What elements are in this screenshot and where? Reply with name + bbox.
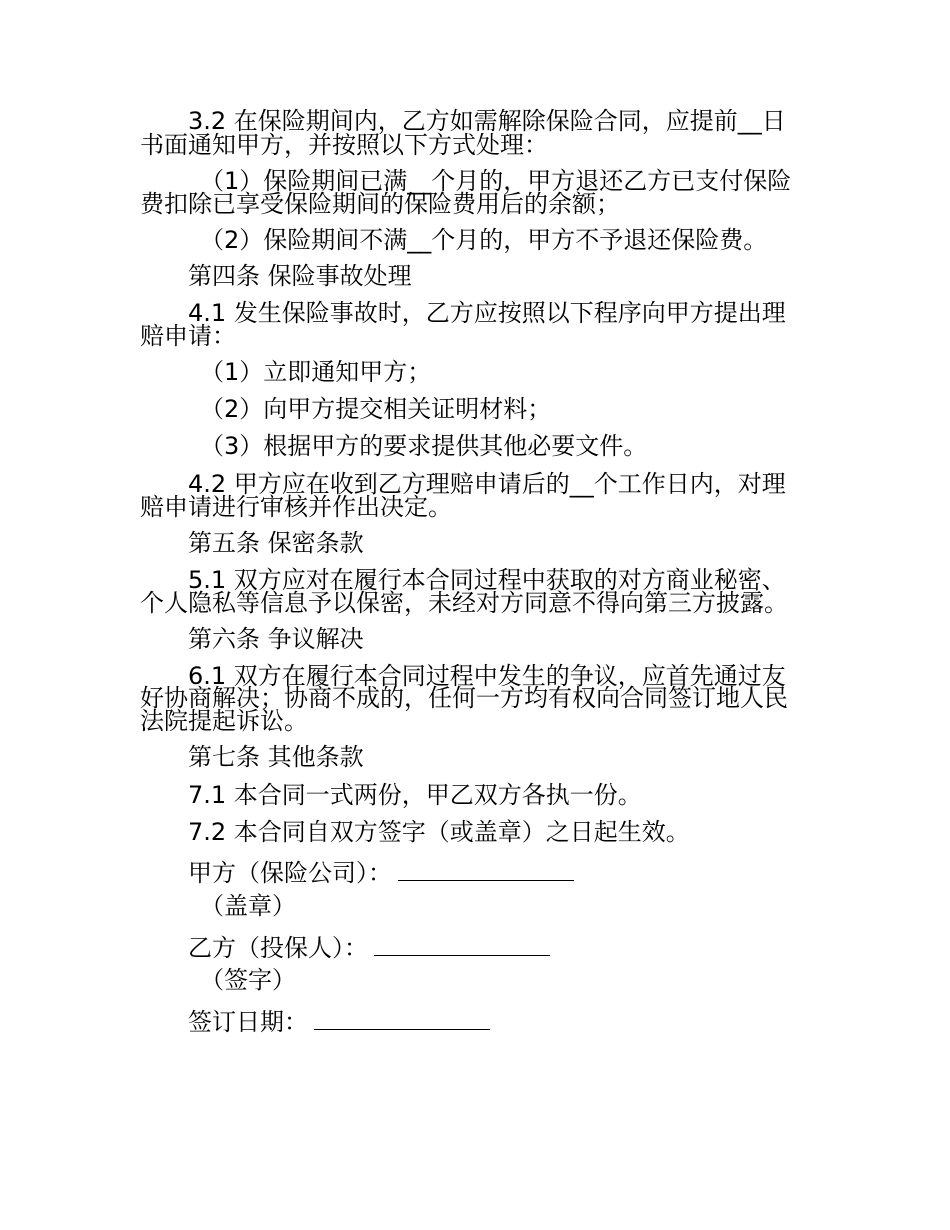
article-7-heading: 第七条 其他条款 — [188, 743, 364, 771]
clause-4-2-line-1: 4.2 甲方应在收到乙方理赔申请后的__个工作日内，对理 — [188, 470, 786, 498]
clause-5-1-line-2: 个人隐私等信息予以保密，未经对方同意不得向第三方披露。 — [140, 589, 788, 617]
party-a-signature-row — [188, 856, 574, 886]
clause-3-2-line-2: 书面通知甲方，并按照以下方式处理： — [140, 131, 548, 159]
clause-4-1-line-1: 4.1 发生保险事故时，乙方应按照以下程序向甲方提出理 — [188, 299, 786, 327]
party-b-label: 乙方（投保人）： — [188, 934, 368, 962]
clause-6-1-line-2: 好协商解决；协商不成的，任何一方均有权向合同签订地人民 — [140, 684, 788, 712]
clause-4-2-line-2: 赔申请进行审核并作出决定。 — [140, 493, 452, 521]
party-b-signature-line[interactable] — [374, 931, 550, 956]
clause-5-1-line-1: 5.1 双方应对在履行本合同过程中获取的对方商业秘密、 — [188, 566, 786, 594]
party-b-signature-row — [188, 931, 550, 961]
article-5-heading: 第五条 保密条款 — [188, 529, 364, 557]
party-a-seal-note: （盖章） — [200, 892, 296, 920]
signing-date-label: 签订日期： — [188, 1008, 308, 1036]
clause-4-1-line-2: 赔申请： — [140, 322, 236, 350]
party-a-label: 甲方（保险公司）： — [188, 859, 392, 887]
article-4-heading: 第四条 保险事故处理 — [188, 262, 412, 290]
clause-3-2-item-1-line-2: 费扣除已享受保险期间的保险费用后的余额； — [140, 190, 620, 218]
clause-3-2-item-2: （2）保险期间不满__个月的，甲方不予退还保险费。 — [200, 226, 768, 254]
party-b-sign-note: （签字） — [200, 966, 296, 994]
party-a-signature-line[interactable] — [398, 856, 574, 881]
clause-7-2: 7.2 本合同自双方签字（或盖章）之日起生效。 — [188, 818, 690, 846]
article-6-heading: 第六条 争议解决 — [188, 625, 364, 653]
clause-4-1-item-1: （1）立即通知甲方； — [200, 358, 432, 386]
clause-6-1-line-3: 法院提起诉讼。 — [140, 707, 308, 735]
signing-date-row — [188, 1005, 490, 1035]
clause-3-2-line-1: 3.2 在保险期间内，乙方如需解除保险合同，应提前__日 — [188, 107, 786, 135]
clause-4-1-item-2: （2）向甲方提交相关证明材料； — [200, 395, 552, 423]
signing-date-line[interactable] — [314, 1005, 490, 1030]
clause-6-1-line-1: 6.1 双方在履行本合同过程中发生的争议，应首先通过友 — [188, 662, 786, 690]
clause-4-1-item-3: （3）根据甲方的要求提供其他必要文件。 — [200, 432, 648, 460]
clause-7-1: 7.1 本合同一式两份，甲乙双方各执一份。 — [188, 781, 642, 809]
clause-3-2-item-1-line-1: （1）保险期间已满__个月的，甲方退还乙方已支付保险 — [200, 167, 792, 195]
